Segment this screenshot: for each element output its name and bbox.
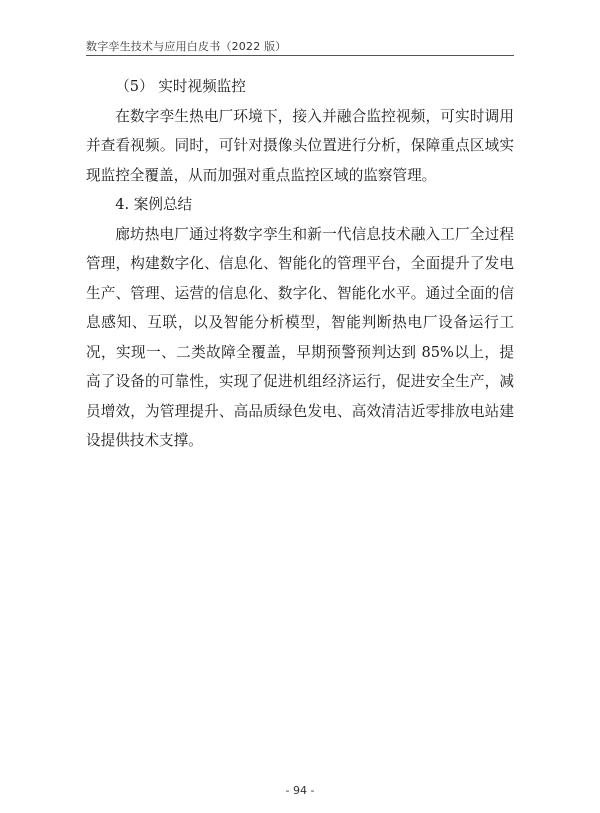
running-header: 数字孪生技术与应用白皮书（2022 版） [86, 40, 287, 53]
paragraph-video-monitoring: 在数字孪生热电厂环境下，接入并融合监控视频，可实时调用并查看视频。同时，可针对摄像头位置进行分析，保障重点区域实现监控全覆盖，从而加强对重点监控区域的监察管理。 [86, 107, 514, 184]
header-divider [86, 55, 514, 56]
page-number: - 94 - [285, 784, 315, 797]
page-body [86, 72, 514, 456]
subsection-heading-video-monitoring: （5） 实时视频监控 [115, 78, 246, 95]
section-heading-case-summary: 4. 案例总结 [115, 196, 193, 213]
paragraph-case-summary: 廊坊热电厂通过将数字孪生和新一代信息技术融入工厂全过程管理，构建数字化、信息化、智能化的管理平台，全面提升了发电生产、管理、运营的信息化、数字化、智能化水平。通过全面的信息感知、互联，以及智能分析模型，智能判断热电厂设备运行工况，实现一、二类故障全覆盖，早期预警预判达到 85%以上，提高了设备的可靠性，实现了促进机组经济运行，促进安全生产，减员增效，为管理提升、高品质绿色发电、高效清洁近零排放电站建设提供技术支撑。 [86, 225, 514, 449]
